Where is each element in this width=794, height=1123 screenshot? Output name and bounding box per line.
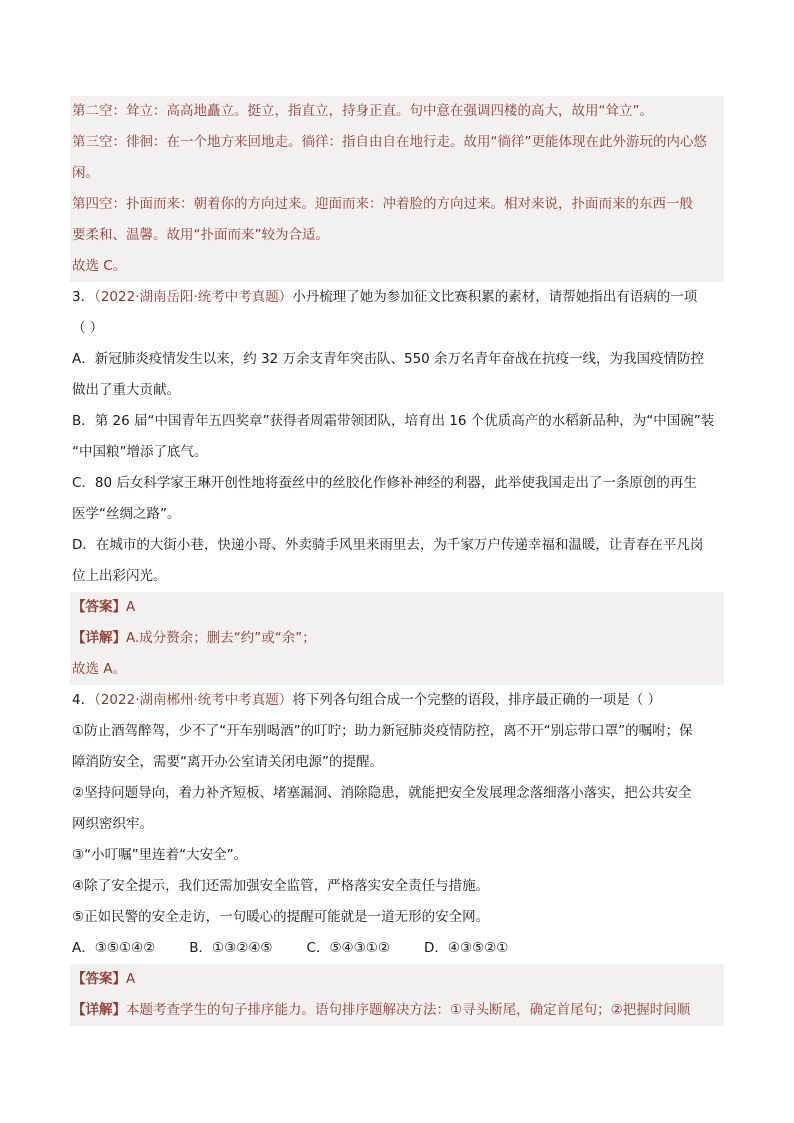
option-d-cont: 位上出彩闪光。 <box>72 568 167 584</box>
explanation-line: 第二空：耸立：高高地矗立。挺立，指直立，持身正直。句中意在强调四楼的高大，故用“耸立”。 <box>72 103 653 119</box>
answer-line <box>70 592 724 623</box>
option-b: B．第 26 届“中国青年五四奖章”获得者周霜带领团队，培育出 16 个优质高产的水稻新品种，为“中国碗”装 <box>72 413 715 429</box>
option-c: C．80 后女科学家王琳开创性地将蚕丝中的丝胶化作修补神经的利器，此举使我国走出了一条原创的再生 <box>72 475 697 491</box>
option-d: D．④③⑤②① <box>423 940 509 956</box>
answer-label: 【答案】 <box>72 971 126 987</box>
sentence-4: ④除了安全提示，我们还需加强安全监管，严格落实安全责任与措施。 <box>72 878 490 894</box>
answer-value: A <box>126 599 136 615</box>
option-a: A．新冠肺炎疫情发生以来，约 32 万余支青年突击队、550 余万名青年奋战在抗疫一线，为我国疫情防控 <box>72 351 705 367</box>
document-content <box>70 96 724 1026</box>
explanation-line: 要柔和、温馨。故用“扑面而来”较为合适。 <box>72 227 329 243</box>
sentence-2: ②坚持问题导向，着力补齐短板、堵塞漏洞、消除隐患，就能把安全发展理念落细落小落实，把公共安全 <box>72 785 692 801</box>
option-c: C．⑤④③①② <box>306 940 390 956</box>
explanation-line: 第四空：扑面而来：朝着你的方向过来。迎面而来：冲着脸的方向过来。相对来说，扑面而来的东西一般 <box>72 196 693 212</box>
question-4 <box>70 685 724 1026</box>
option-b-cont: “中国粮”增添了底气。 <box>72 444 208 460</box>
question-source: （2022·湖南郴州·统考中考真题） <box>94 692 293 708</box>
question-source: （2022·湖南岳阳·统考中考真题） <box>94 289 293 305</box>
sentence-2-cont: 网织密织牢。 <box>72 816 153 832</box>
explanation-line: 故选 C。 <box>72 258 127 274</box>
option-b: B．①③②④⑤ <box>189 940 273 956</box>
question-text: 将下列各句组合成一个完整的语段，排序最正确的一项是（ ） <box>292 692 662 708</box>
question-3 <box>70 282 724 685</box>
question-number: 4． <box>72 692 95 708</box>
answer-block <box>70 592 724 685</box>
answer-value: A <box>126 971 136 987</box>
question-number: 3． <box>72 289 95 305</box>
detail-label: 【详解】 <box>72 630 126 646</box>
question-text: 小丹梳理了她为参加征文比赛积累的素材，请帮她指出有语病的一项 <box>292 289 698 305</box>
detail-label: 【详解】 <box>72 1002 126 1018</box>
option-a-cont: 做出了重大贡献。 <box>72 382 180 398</box>
answer-label: 【答案】 <box>72 599 126 615</box>
detail-text: A.成分赘余；删去“约”或“余”； <box>126 630 316 646</box>
detail-line <box>70 995 724 1026</box>
explanation-line: 第三空：徘徊：在一个地方来回地走。徜徉：指自由自在地行走。故用“徜徉”更能体现在此外游玩的内心悠 <box>72 134 707 150</box>
detail-line <box>70 623 724 654</box>
answer-block <box>70 964 724 1026</box>
question-4-stem <box>70 685 724 716</box>
option-c-cont: 医学“丝绸之路”。 <box>72 506 181 522</box>
explanation-line: 闲。 <box>72 165 99 181</box>
explanation-block <box>70 96 724 282</box>
sentence-5: ⑤正如民警的安全走访，一句暖心的提醒可能就是一道无形的安全网。 <box>72 909 490 925</box>
question-3-blank: （ ） <box>72 320 104 336</box>
answer-line <box>70 964 724 995</box>
sentence-1: ①防止酒驾醉驾，少不了“开车别喝酒”的叮咛；助力新冠肺炎疫情防控，离不开“别忘带口罩”的嘱咐；保 <box>72 723 693 739</box>
options-row <box>70 933 724 964</box>
sentence-3: ③“小叮嘱”里连着“大安全”。 <box>72 847 248 863</box>
question-3-stem <box>70 282 724 313</box>
conclusion-line: 故选 A。 <box>72 661 127 677</box>
sentence-1-cont: 障消防安全，需要“离开办公室请关闭电源”的提醒。 <box>72 754 383 770</box>
option-d: D．在城市的大街小巷，快递小哥、外卖骑手风里来雨里去，为千家万户传递幸福和温暖，让青春在平凡岗 <box>72 537 704 553</box>
detail-text: 本题考查学生的句子排序能力。语句排序题解决方法：①寻头断尾，确定首尾句；②把握时间顺 <box>126 1002 691 1018</box>
option-a: A．③⑤①④② <box>72 940 156 956</box>
